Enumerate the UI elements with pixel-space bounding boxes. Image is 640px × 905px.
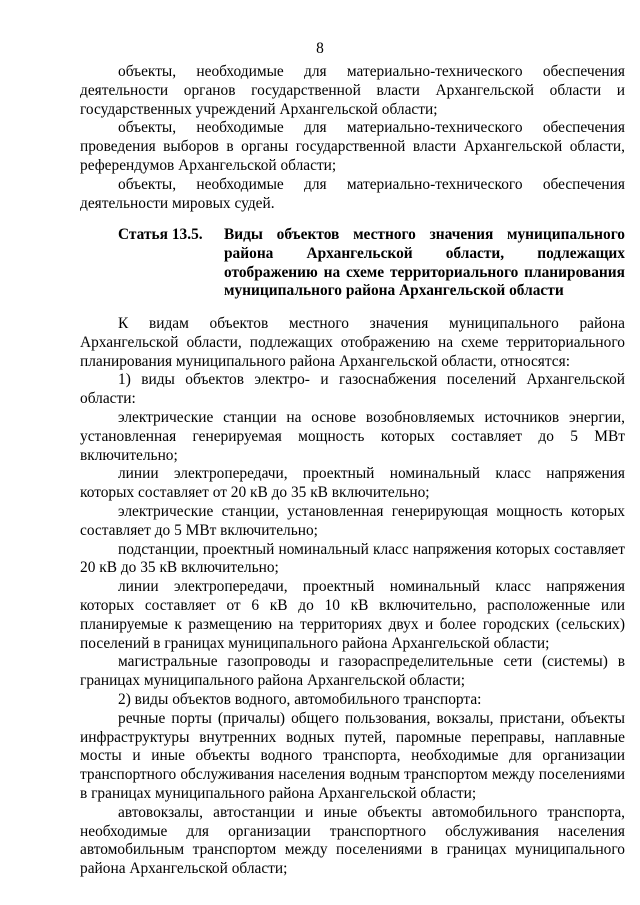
paragraph: магистральные газопроводы и газораспределительные сети (системы) в границах муниципального района Архангельской области;	[80, 653, 625, 690]
paragraph: речные порты (причалы) общего пользования, вокзалы, пристани, объекты инфраструктуры внутренних водных путей, паромные переправы, наплавные мосты и иные объекты водного транспорта, необходимые для организации транспортного обслуживания населения водным транспортом между поселениями в границах муниципального района Архангельской области;	[80, 709, 625, 802]
paragraph: подстанции, проектный номинальный класс напряжения которых составляет 20 кВ до 35 кВ включительно;	[80, 540, 625, 577]
top-paragraphs	[80, 63, 625, 213]
paragraph: электрические станции, установленная генерирующая мощность которых составляет до 5 МВт включительно;	[80, 502, 625, 539]
paragraph: объекты, необходимые для материально-технического обеспечения проведения выборов в органы государственной власти Архангельской области, референдумов Архангельской области;	[80, 119, 625, 174]
paragraph: электрические станции на основе возобновляемых источников энергии, установленная генерируемая мощность которых составляет до 5 МВт включительно;	[80, 408, 625, 464]
article-title: Виды объектов местного значения муниципального района Архангельской области, подлежащих отображению на схеме территориального планирования муниципального района Архангельской области	[224, 226, 625, 300]
paragraph: линии электропередачи, проектный номинальный класс напряжения которых составляет от 20 кВ до 35 кВ включительно;	[80, 465, 625, 502]
article-body	[80, 315, 625, 879]
paragraph: автовокзалы, автостанции и иные объекты автомобильного транспорта, необходимые для организации транспортного обслуживания населения автомобильным транспортом между поселениями в границах муниципального района Архангельской области;	[80, 803, 625, 878]
paragraph: объекты, необходимые для материально-технического обеспечения деятельности мировых судей.	[80, 175, 625, 212]
page-number: 8	[316, 40, 324, 57]
paragraph: линии электропередачи, проектный номинальный класс напряжения которых составляет от 6 кВ до 10 кВ включительно, расположенные или планируемые к размещению на территориях двух и более городских (сельских) поселений в границах муниципального района Архангельской области;	[80, 578, 625, 652]
article-number: Статья 13.5.	[118, 226, 203, 243]
paragraph: 1) виды объектов электро- и газоснабжения поселений Архангельской области:	[80, 371, 625, 408]
paragraph: 2) виды объектов водного, автомобильного транспорта:	[118, 690, 482, 708]
paragraph: К видам объектов местного значения муниципального района Архангельской области, подлежащих отображению на схеме территориального планирования муниципального района Архангельской области, относятся:	[80, 315, 625, 370]
article-heading	[118, 226, 625, 301]
paragraph: объекты, необходимые для материально-технического обеспечения деятельности органов государственной власти Архангельской области и государственных учреждений Архангельской области;	[80, 63, 625, 118]
